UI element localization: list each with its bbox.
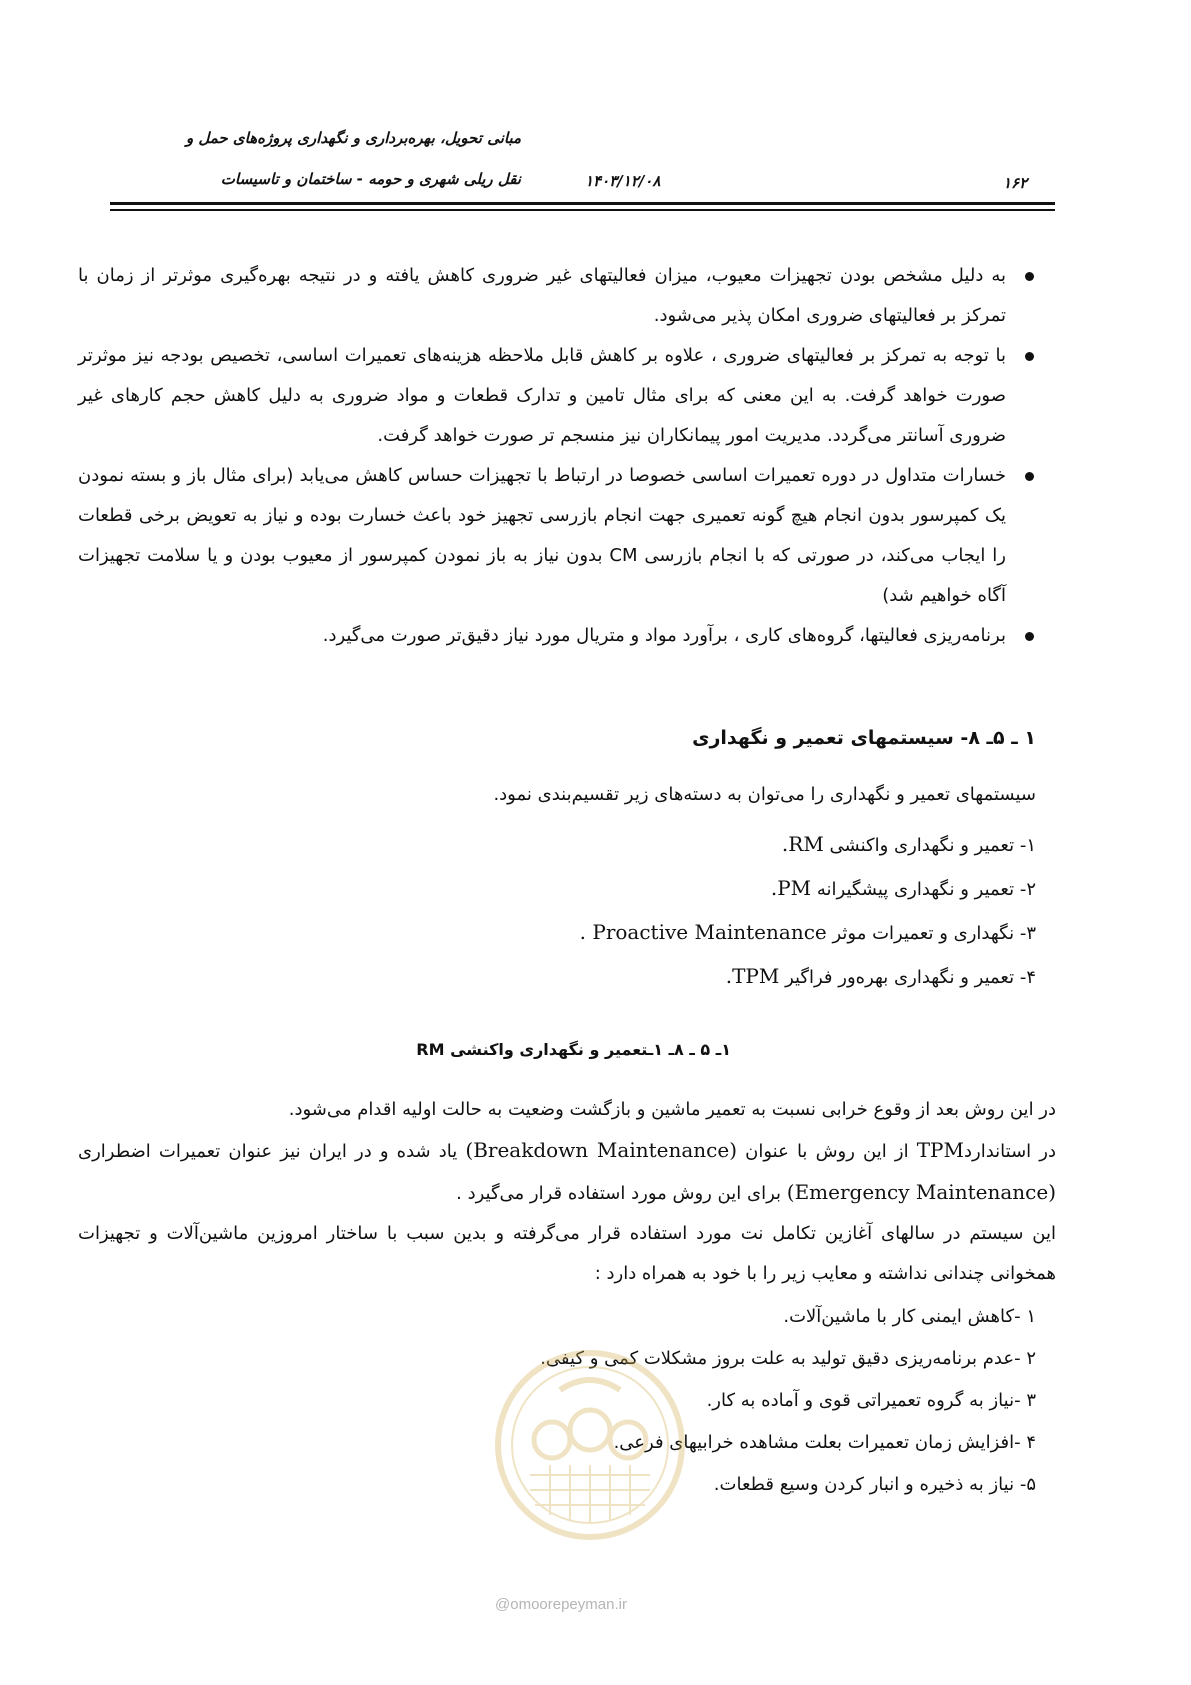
paragraph bbox=[78, 1130, 1056, 1214]
tpm-abbr: TPM bbox=[916, 1138, 964, 1162]
bullet-text: با توجه به تمرکز بر فعالیتهای ضروری ، علاوه بر کاهش قابل ملاحظه هزینه‌های تعمیرات اساسی، تخصیص بودجه نیز موثرتر صورت خواهد گرفت. به این معنی که برای مثال تامین و تدارک قطعات و مواد ضروری به دلیل کاهش حجم کارهای غیر ضروری آسانتر می‌گردد. مدیریت امور پیمانکاران نیز منسجم تر صورت خواهد گرفت. bbox=[78, 345, 1006, 446]
paragraph: این سیستم در سالهای آغازین تکامل نت مورد استفاده قرار می‌گرفته و بدین سبب با ساختار امروزین ماشین‌آلات و تجهیزات همخوانی چندانی نداشته و معایب زیر را با خود به همراه دارد : bbox=[78, 1223, 1056, 1284]
header-rule-thin bbox=[110, 209, 1055, 211]
list-item bbox=[78, 456, 1036, 616]
list-item bbox=[580, 867, 1036, 911]
emergency-term: (Emergency Maintenance) bbox=[786, 1180, 1056, 1204]
bullet-icon bbox=[1025, 352, 1034, 361]
bullet-text: برنامه‌ریزی فعالیتها، گروه‌های کاری ، برآورد مواد و متریال مورد نیاز دقیق‌تر صورت می‌گیرد. bbox=[322, 625, 1006, 646]
list-item: ۱ -کاهش ایمنی کار با ماشین‌آلات. bbox=[783, 1306, 1036, 1327]
bullet-icon bbox=[1025, 272, 1034, 281]
section-intro: سیستمهای تعمیر و نگهداری را می‌توان به دسته‌های زیر تقسیم‌بندی نمود. bbox=[493, 784, 1036, 805]
header-date: ۱۴۰۳/۱۲/۰۸ bbox=[585, 172, 661, 190]
item-abbr: RM. bbox=[781, 832, 824, 856]
list-item: ۴ -افزایش زمان تعمیرات بعلت مشاهده خرابیهای فرعی. bbox=[613, 1432, 1036, 1453]
list-item: ۲ -عدم برنامه‌ریزی دقیق تولید به علت بروز مشکلات کمی و کیفی. bbox=[540, 1348, 1036, 1369]
list-item bbox=[78, 256, 1036, 336]
subsection-heading: ۱ـ ۵ ـ ۸ـ ۱ـتعمیر و نگهداری واکنشی RM bbox=[416, 1040, 731, 1059]
header-rule bbox=[110, 202, 1055, 205]
list-item: ۳ -نیاز به گروه تعمیراتی قوی و آماده به کار. bbox=[706, 1390, 1036, 1411]
breakdown-term: (Breakdown Maintenance) bbox=[465, 1138, 738, 1162]
list-item bbox=[580, 823, 1036, 867]
list-item bbox=[78, 336, 1036, 456]
section-heading: ۱ ـ ۵ـ ۸- سیستمهای تعمیر و نگهداری bbox=[692, 727, 1036, 749]
paragraph: در این روش بعد از وقوع خرابی نسبت به تعمیر ماشین و بازگشت وضعیت به حالت اولیه اقدام می‌شود. bbox=[288, 1099, 1056, 1120]
paragraph-text: برای این روش مورد استفاده قرار می‌گیرد . bbox=[456, 1183, 787, 1204]
bullet-list bbox=[78, 256, 1036, 656]
watermark-site: @omoorepeyman.ir bbox=[495, 1596, 627, 1613]
item-abbr: PM. bbox=[770, 876, 812, 900]
paragraph-text: از این روش با عنوان bbox=[737, 1141, 917, 1162]
list-item: ۵- نیاز به ذخیره و انبار کردن وسیع قطعات. bbox=[713, 1474, 1036, 1495]
header-title-line2: نقل ریلی شهری و حومه - ساختمان و تاسیسات bbox=[220, 170, 521, 188]
list-item bbox=[580, 955, 1036, 999]
bullet-text: به دلیل مشخص بودن تجهیزات معیوب، میزان فعالیتهای غیر ضروری کاهش یافته و در نتیجه بهره‌گیری موثرتر از زمان با تمرکز بر فعالیتهای ضروری امکان پذیر می‌شود. bbox=[78, 265, 1006, 326]
item-text: ۲- تعمیر و نگهداری پیشگیرانه bbox=[811, 879, 1036, 900]
bullet-text: خسارات متداول در دوره تعمیرات اساسی خصوصا در ارتباط با تجهیزات حساس کاهش می‌یابد (برای مثال باز و بسته نمودن یک کمپرسور بدون انجام هیچ گونه تعمیری جهت انجام بازرسی تجهیز خود باعث خسارت بوده و نیاز به تعویض برخی قطعات را ایجاب می‌کند، در صورتی که با انجام بازرسی CM بدون نیاز به باز نمودن کمپرسور از معیوب بودن و یا سلامت تجهیزات آگاه خواهیم شد) bbox=[78, 465, 1006, 606]
item-text: ۳- نگهداری و تعمیرات موثر bbox=[826, 923, 1036, 944]
page-number: ۱۶۲ bbox=[1003, 174, 1028, 192]
item-text: ۱- تعمیر و نگهداری واکنشی bbox=[823, 835, 1036, 856]
bullet-icon bbox=[1025, 472, 1034, 481]
list-item bbox=[580, 911, 1036, 955]
maintenance-systems-list bbox=[580, 823, 1036, 999]
item-text: ۴- تعمیر و نگهداری بهره‌ور فراگیر bbox=[779, 967, 1036, 988]
paragraph-text: در استاندارد bbox=[963, 1141, 1056, 1162]
header-title-line1: مبانی تحویل، بهره‌برداری و نگهداری پروژه‌های حمل و bbox=[185, 129, 521, 147]
bullet-icon bbox=[1025, 632, 1034, 641]
list-item bbox=[78, 616, 1036, 656]
item-abbr: Proactive Maintenance . bbox=[579, 920, 827, 944]
paragraph-text: یاد شده و در ایران نیز عنوان تعمیرات اضطراری bbox=[78, 1141, 466, 1162]
item-abbr: TPM. bbox=[725, 964, 780, 988]
watermark-seal-icon bbox=[490, 1345, 690, 1545]
